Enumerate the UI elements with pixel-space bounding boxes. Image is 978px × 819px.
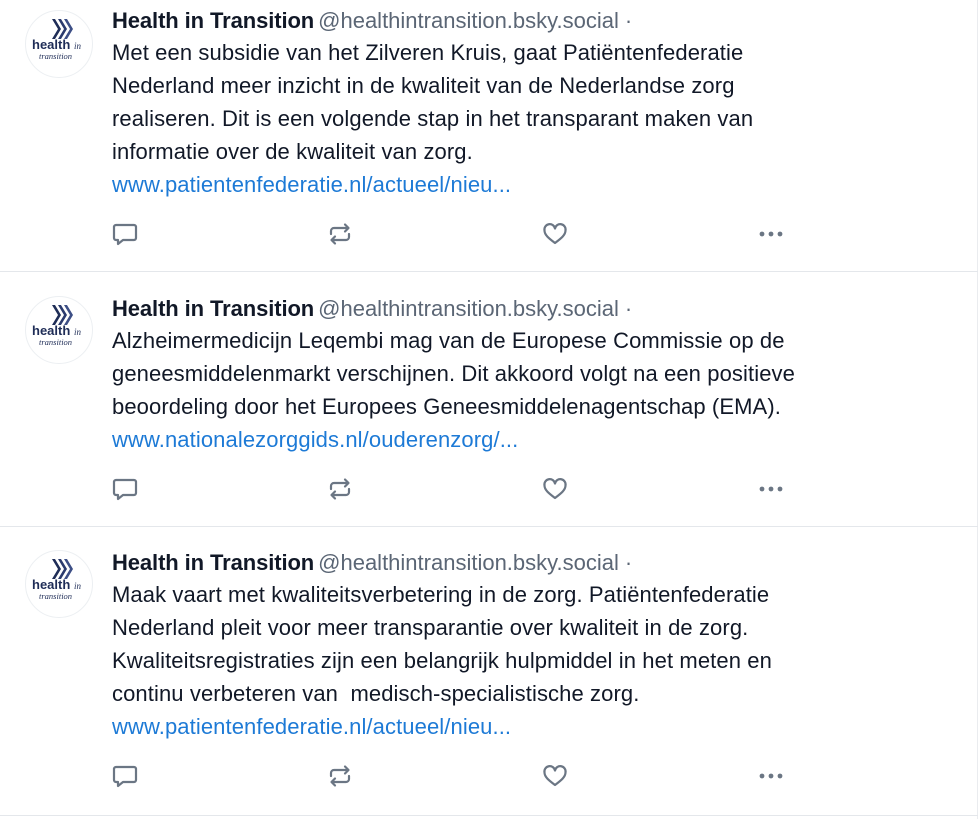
svg-text:health: health [32,37,71,52]
reply-icon [111,221,139,247]
author-display-name[interactable]: Health in Transition [112,550,315,575]
like-button[interactable] [538,761,572,791]
like-button[interactable] [538,474,572,504]
reply-icon [111,763,139,789]
author-handle[interactable]: @healthintransition.bsky.social [318,296,619,321]
reply-icon [111,476,139,502]
like-icon [541,221,569,247]
post-header [112,294,966,324]
post-link[interactable]: www.nationalezorggids.nl/ouderenzorg/... [112,427,519,452]
svg-text:health: health [32,577,71,592]
repost-button[interactable] [323,761,357,791]
post-header [112,6,966,36]
post-text: Met een subsidie van het Zilveren Kruis, gaat Patiëntenfederatie Nederland meer inzicht in de kwaliteit van de Nederlandse zorg realiseren. Dit is een volgende stap in het transparant maken van informatie over de kwaliteit van zorg. [112,40,754,164]
health-in-transition-logo-icon [26,11,92,77]
repost-icon [326,476,354,502]
post-link[interactable]: www.patientenfederatie.nl/actueel/nieu... [112,172,512,197]
health-in-transition-logo-icon [26,551,92,617]
post-link[interactable]: www.patientenfederatie.nl/actueel/nieu... [112,714,512,739]
more-options-button[interactable] [754,474,788,504]
more-options-icon [756,221,786,247]
post-item[interactable] [0,527,978,816]
author-display-name[interactable]: Health in Transition [112,8,315,33]
svg-text:health: health [32,323,71,338]
author-handle[interactable]: @healthintransition.bsky.social [318,550,619,575]
svg-text:in: in [74,41,82,51]
author-display-name[interactable]: Health in Transition [112,296,315,321]
post-item[interactable] [0,272,978,527]
repost-icon [326,763,354,789]
reply-button[interactable] [108,474,142,504]
svg-text:transition: transition [39,591,73,601]
post-actions [108,761,978,791]
post-item[interactable] [0,0,978,272]
post-actions [108,474,978,504]
author-avatar[interactable] [25,296,93,364]
author-avatar[interactable] [25,10,93,78]
post-content [112,6,966,201]
repost-icon [326,221,354,247]
post-text: Alzheimermedicijn Leqembi mag van de Europese Commissie op de geneesmiddelenmarkt verschijnen. Dit akkoord volgt na een positieve beoordeling door het Europees Geneesmiddelenagentschap (EMA). [112,328,795,419]
health-in-transition-logo-icon [26,297,92,363]
reply-button[interactable] [108,219,142,249]
svg-text:transition: transition [39,51,73,61]
like-icon [541,476,569,502]
svg-text:in: in [74,581,82,591]
header-separator: · [624,8,633,33]
repost-button[interactable] [323,474,357,504]
author-handle[interactable]: @healthintransition.bsky.social [318,8,619,33]
post-header [112,548,966,578]
svg-text:transition: transition [39,337,73,347]
reply-button[interactable] [108,761,142,791]
header-separator: · [624,550,633,575]
more-options-icon [756,763,786,789]
author-avatar[interactable] [25,550,93,618]
post-actions [108,219,978,249]
more-options-icon [756,476,786,502]
svg-text:in: in [74,327,82,337]
repost-button[interactable] [323,219,357,249]
like-icon [541,763,569,789]
like-button[interactable] [538,219,572,249]
post-text: Maak vaart met kwaliteitsverbetering in de zorg. Patiëntenfederatie Nederland pleit voor meer transparantie over kwaliteit in de zorg. Kwaliteitsregistraties zijn een belangrijk hulpmiddel in het meten en continu verbeteren van medisch-specialistische zorg. [112,582,772,706]
more-options-button[interactable] [754,761,788,791]
post-content [112,548,966,743]
post-content [112,294,966,456]
header-separator: · [624,296,633,321]
more-options-button[interactable] [754,219,788,249]
